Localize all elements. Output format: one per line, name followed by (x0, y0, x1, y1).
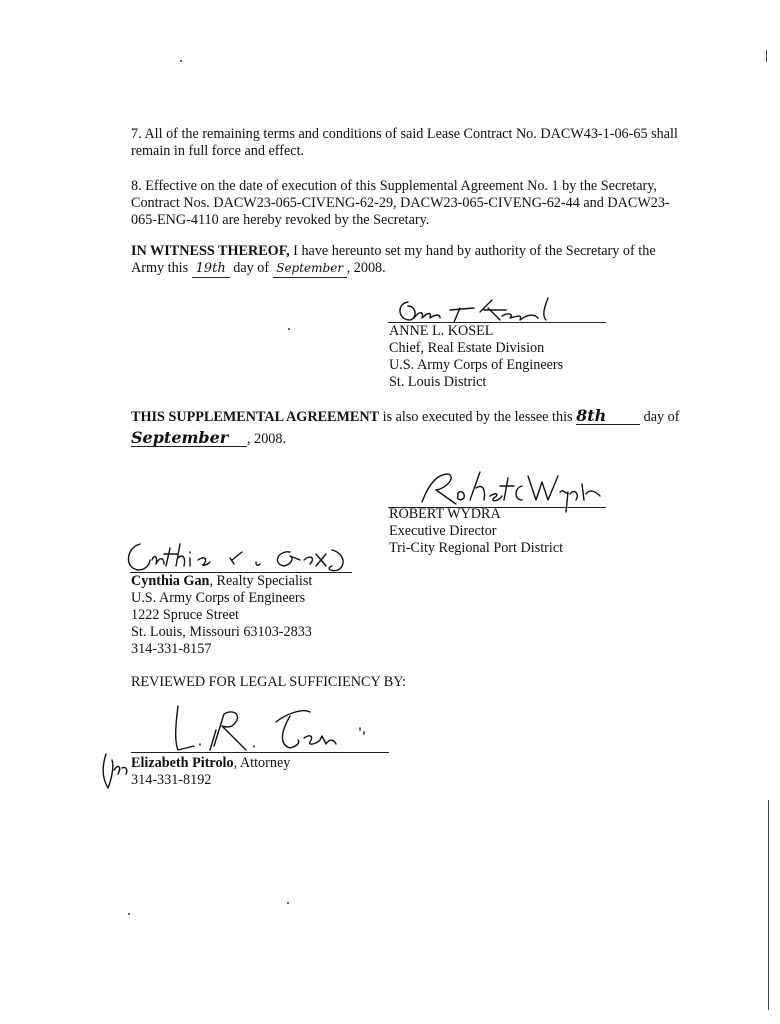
pitrolo-title: , Attorney (233, 755, 291, 771)
kosel-district: St. Louis District (389, 374, 487, 390)
pitrolo-phone: 314-331-8192 (131, 772, 212, 788)
kosel-name: ANNE L. KOSEL (389, 323, 494, 339)
gan-title: , Realty Specialist (209, 573, 313, 589)
paragraph-7-text: All of the remaining terms and conditions of said Lease Contract No. DACW43-1-06-65 shall remain in full force and effect. (131, 126, 678, 159)
lessee-day-handwritten: 8th (576, 407, 640, 425)
scan-speck (128, 913, 130, 915)
witness-line-1 (131, 243, 691, 260)
paragraph-8-line-2: Contract Nos. DACW23-065-CIVENG-62-29, DACW23-065-CIVENG-62-44 and DACW23- (131, 195, 670, 211)
paragraph-7-number: 7. (131, 126, 142, 142)
paragraph-8-number: 8. (131, 178, 142, 194)
scan-speck (287, 902, 289, 904)
wydra-title: Executive Director (389, 523, 497, 539)
kosel-title: Chief, Real Estate Division (389, 340, 545, 356)
paragraph-8-text: Effective on the date of execution of this Supplemental Agreement No. 1 by the Secretary, (145, 178, 657, 194)
witness-month-handwritten: September (273, 260, 347, 278)
witness-army-this: Army this (131, 260, 189, 276)
levin-signature-image (150, 700, 390, 760)
gan-city: St. Louis, Missouri 63103-2833 (131, 624, 312, 640)
gan-name-bold: Cynthia Gan (131, 573, 210, 589)
paragraph-8-line-1 (131, 178, 691, 195)
kosel-org: U.S. Army Corps of Engineers (389, 357, 564, 373)
pitrolo-name (131, 755, 290, 772)
paragraph-8-line-3: 065-ENG-4110 are hereby revoked by the Secretary. (131, 212, 430, 228)
scan-edge-mark (766, 50, 767, 62)
lessee-clause (131, 407, 711, 448)
kosel-signature-block (389, 323, 563, 391)
witness-day-of: day of (233, 260, 270, 276)
pitrolo-signature-block (131, 755, 290, 789)
legal-review-heading: REVIEWED FOR LEGAL SUFFICIENCY BY: (131, 674, 407, 690)
witness-day-handwritten: 19th (192, 260, 230, 278)
levin-signature-line (131, 752, 389, 753)
scan-speck (180, 60, 182, 62)
wydra-org: Tri-City Regional Port District (389, 540, 564, 556)
wydra-name: ROBERT WYDRA (389, 506, 501, 522)
pitrolo-name-bold: Elizabeth Pitrolo (131, 755, 234, 771)
lessee-line-2 (131, 429, 711, 448)
gan-street: 1222 Spruce Street (131, 607, 239, 623)
witness-year: , 2008. (346, 260, 386, 276)
paragraph-7 (131, 126, 691, 160)
wydra-signature-block (389, 506, 563, 557)
lessee-lead: THIS SUPPLEMENTAL AGREEMENT (131, 409, 380, 425)
scan-speck (288, 328, 290, 330)
scan-edge-mark (768, 800, 769, 1010)
gan-name (131, 573, 312, 590)
lessee-day-of: day of (643, 409, 680, 425)
lessee-text: is also executed by the lessee this (379, 409, 573, 425)
lessee-line-1 (131, 407, 711, 426)
gan-signature-block (131, 573, 312, 658)
witness-line-2 (131, 260, 691, 278)
paragraph-8 (131, 178, 691, 229)
witness-lead: IN WITNESS THEREOF, (131, 243, 290, 259)
witness-text: I have hereunto set my hand by authority of the Secretary of the (289, 243, 656, 259)
lessee-year: , 2008. (247, 431, 287, 447)
gan-org: U.S. Army Corps of Engineers (131, 590, 306, 606)
gan-phone: 314-331-8157 (131, 641, 212, 657)
witness-clause (131, 243, 691, 278)
lessee-month-handwritten: September (131, 429, 247, 447)
